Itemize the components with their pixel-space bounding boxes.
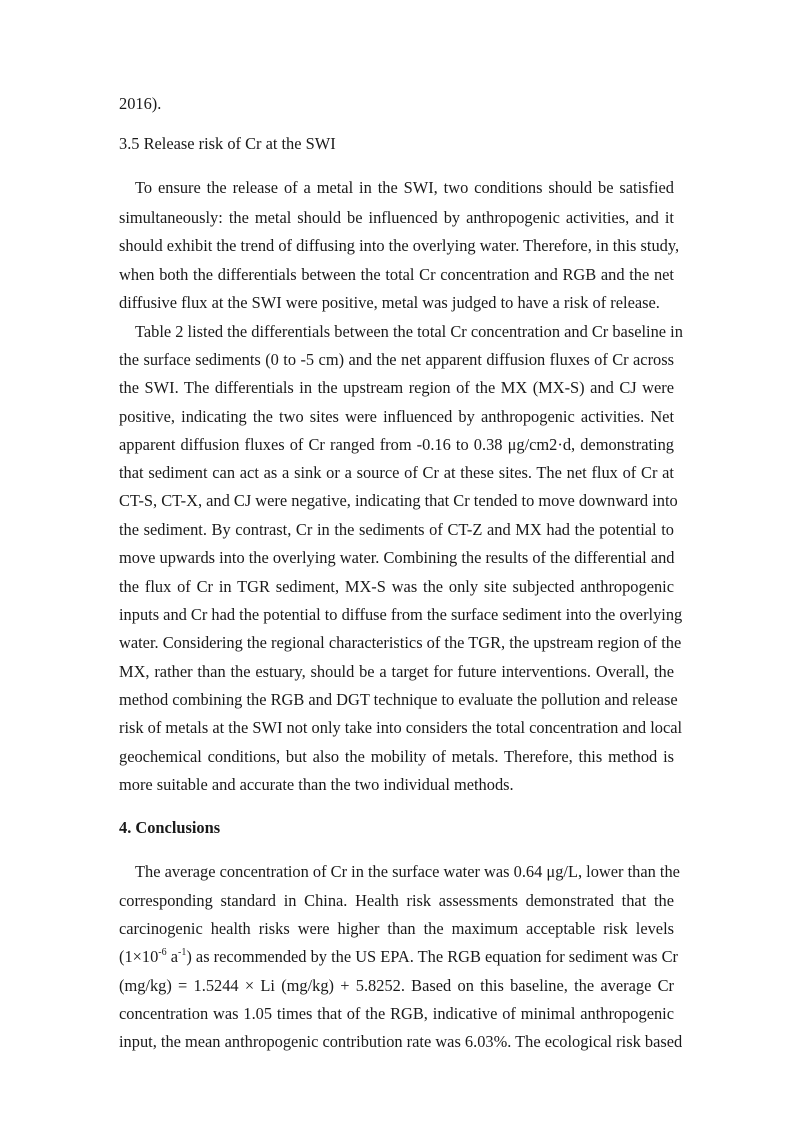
paragraph-line: CT-S, CT-X, and CJ were negative, indicating that Cr tended to move downward into bbox=[119, 491, 678, 510]
paragraph-line: inputs and Cr had the potential to diffuse from the surface sediment into the overlying bbox=[119, 605, 683, 624]
line-remainder: ) as recommended by the US EPA. The RGB equation for sediment was Cr bbox=[186, 947, 678, 966]
paragraph-line: apparent diffusion fluxes of Cr ranged from -0.16 to 0.38 μg/cm2·d, demonstrating bbox=[119, 435, 674, 454]
paragraph-line: should exhibit the trend of diffusing into the overlying water. Therefore, in this study, bbox=[119, 236, 680, 255]
paragraph-line: geochemical conditions, but also the mobility of metals. Therefore, this method is bbox=[119, 747, 674, 766]
paragraph-line: the flux of Cr in TGR sediment, MX-S was the only site subjected anthropogenic bbox=[119, 577, 674, 596]
paragraph-line: positive, indicating the two sites were influenced by anthropogenic activities. Net bbox=[119, 407, 674, 426]
paragraph-line: water. Considering the regional characteristics of the TGR, the upstream region of the bbox=[119, 633, 682, 652]
paragraph-line: the SWI. The differentials in the upstream region of the MX (MX-S) and CJ were bbox=[119, 378, 674, 397]
unit-a: a bbox=[166, 947, 179, 966]
exponent-neg6: -6 bbox=[158, 947, 167, 958]
paragraph-line: that sediment can act as a sink or a source of Cr at these sites. The net flux of Cr at bbox=[119, 463, 674, 482]
paragraph-line: (mg/kg) = 1.5244 × Li (mg/kg) + 5.8252. Based on this baseline, the average Cr bbox=[119, 976, 674, 995]
exponent-neg1: -1 bbox=[178, 947, 187, 958]
paragraph-line: the surface sediments (0 to -5 cm) and the net apparent diffusion fluxes of Cr across bbox=[119, 350, 674, 369]
paragraph-line: the sediment. By contrast, Cr in the sediments of CT-Z and MX had the potential to bbox=[119, 520, 674, 539]
paragraph-line: MX, rather than the estuary, should be a target for future interventions. Overall, the bbox=[119, 662, 674, 681]
paragraph-line: Table 2 listed the differentials between the total Cr concentration and Cr baseline in bbox=[135, 322, 683, 341]
paragraph-line: input, the mean anthropogenic contribution rate was 6.03%. The ecological risk based bbox=[119, 1032, 683, 1051]
risk-level-prefix: (1×10 bbox=[119, 947, 159, 966]
paragraph-line-with-exponents bbox=[119, 947, 678, 967]
paragraph-line: diffusive flux at the SWI were positive, metal was judged to have a risk of release. bbox=[119, 293, 660, 312]
paragraph-line: when both the differentials between the total Cr concentration and RGB and the net bbox=[119, 265, 674, 284]
paragraph-line: method combining the RGB and DGT technique to evaluate the pollution and release bbox=[119, 690, 678, 709]
paragraph-line: corresponding standard in China. Health risk assessments demonstrated that the bbox=[119, 891, 674, 910]
paragraph-line: carcinogenic health risks were higher than the maximum acceptable risk levels bbox=[119, 919, 674, 938]
paragraph-line: To ensure the release of a metal in the SWI, two conditions should be satisfied bbox=[135, 178, 674, 197]
section-heading-3-5: 3.5 Release risk of Cr at the SWI bbox=[119, 134, 336, 153]
paragraph-line: concentration was 1.05 times that of the RGB, indicative of minimal anthropogenic bbox=[119, 1004, 674, 1023]
paragraph-line: simultaneously: the metal should be influenced by anthropogenic activities, and it bbox=[119, 208, 674, 227]
carryover-text: 2016). bbox=[119, 94, 162, 113]
paragraph-line: The average concentration of Cr in the surface water was 0.64 μg/L, lower than the bbox=[135, 862, 680, 881]
paragraph-line: move upwards into the overlying water. Combining the results of the differential and bbox=[119, 548, 675, 567]
section-heading-conclusions: 4. Conclusions bbox=[119, 818, 221, 837]
paragraph-line: more suitable and accurate than the two individual methods. bbox=[119, 775, 514, 794]
paragraph-line: risk of metals at the SWI not only take into considers the total concentration and local bbox=[119, 718, 683, 737]
